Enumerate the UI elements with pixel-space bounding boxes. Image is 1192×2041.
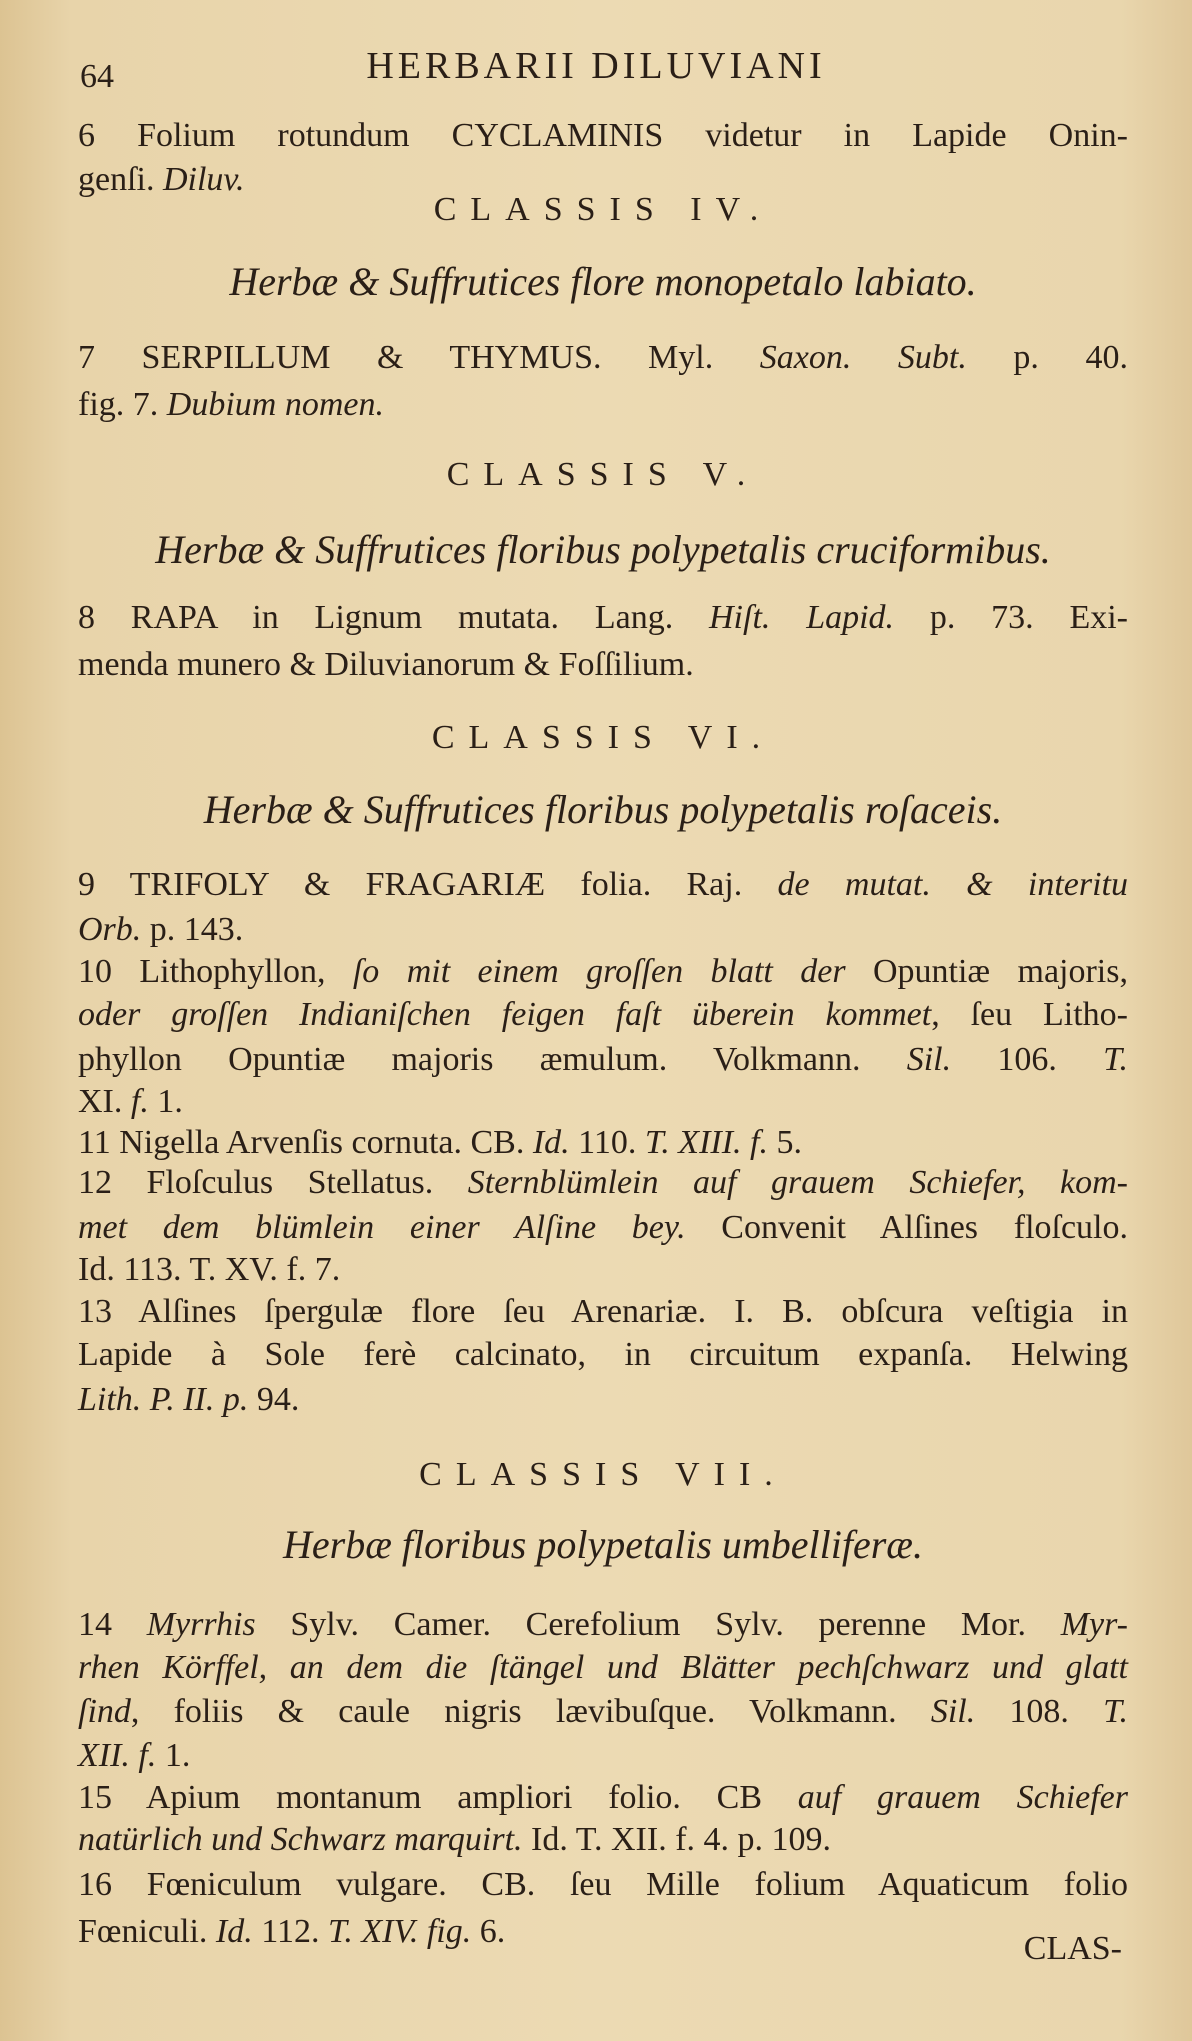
classis-heading: CLASSIS IV. [433, 191, 773, 228]
text-segment: Sil. [906, 1041, 952, 1078]
text-segment: 12 Floſculus Stellatus. [78, 1164, 468, 1201]
text-segment: Myr- [1060, 1606, 1128, 1643]
text-segment: rhen Körffel, an dem die ſtängel und Blätter pechſchwarz und glatt [78, 1649, 1128, 1686]
text-segment: Opuntiæ majoris, [845, 953, 1128, 990]
text-line [78, 1648, 1128, 1688]
text-line [78, 116, 1128, 156]
text-segment: Dubium nomen. [166, 386, 384, 423]
text-segment: 15 Apium montanum ampliori folio. CB [78, 1779, 798, 1816]
text-line [78, 1912, 1128, 1952]
text-line [78, 1380, 1128, 1420]
text-segment: 110. [569, 1124, 645, 1161]
text-segment: menda munero & Diluvianorum & Foſſilium. [78, 646, 694, 683]
text-segment: f. [130, 1083, 149, 1120]
text-segment: oder groſſen Indianiſchen feigen faſt überein kommet [78, 996, 932, 1033]
classis-heading: CLASSIS V. [446, 456, 760, 493]
text-line [78, 995, 1128, 1035]
text-segment: 1. [156, 1737, 191, 1774]
text-segment: T. XIV. fig. [327, 1913, 472, 1950]
text-line [78, 1208, 1128, 1248]
text-segment: 14 [78, 1606, 147, 1643]
classis-rubric: Herbæ floribus polypetalis umbelliferæ. [283, 1522, 923, 1567]
text-line [78, 385, 1128, 425]
text-segment: ſind [78, 1693, 131, 1730]
text-segment: 9 TRIFOLY & FRAGARIÆ folia. Raj. [78, 866, 778, 903]
text-segment: p. 143. [141, 911, 244, 948]
text-segment: 5. [768, 1124, 802, 1161]
text-segment: 112. [252, 1913, 328, 1950]
text-segment: 10 Lithophyllon, [78, 953, 353, 990]
text-segment: 11 Nigella Arvenſis cornuta. CB. [78, 1124, 533, 1161]
text-segment: 106. [951, 1041, 1104, 1078]
text-segment: de mutat. & interitu [777, 866, 1128, 903]
text-line [78, 1736, 1128, 1776]
text-segment: genſi. [78, 161, 163, 198]
text-line [78, 910, 1128, 950]
text-line [78, 1250, 1128, 1290]
text-segment: Id. 113. T. XV. f. 7. [78, 1251, 341, 1288]
text-segment: Id. [532, 1124, 570, 1161]
text-segment: 16 Fœniculum vulgare. CB. ſeu Mille folium Aquaticum folio [78, 1866, 1128, 1903]
text-segment: Id. [215, 1913, 253, 1950]
text-segment: XI. [78, 1083, 131, 1120]
text-segment: Id. T. XII. f. 4. p. 109. [522, 1821, 832, 1858]
text-line [78, 865, 1128, 905]
text-segment: fig. 7. [78, 386, 167, 423]
text-segment: 94. [248, 1381, 300, 1418]
text-line [78, 1820, 1128, 1860]
text-line [78, 645, 1128, 685]
text-line [78, 1123, 1128, 1163]
text-segment: ſo mit einem groſſen blatt der [352, 953, 846, 990]
catchword: CLAS- [1023, 1930, 1122, 1967]
text-segment: T. [1103, 1041, 1128, 1078]
text-line [78, 1292, 1128, 1332]
text-line [78, 952, 1128, 992]
text-segment: T. [1103, 1693, 1129, 1730]
text-segment: phyllon Opuntiæ majoris æmulum. Volkmann. [78, 1041, 907, 1078]
text-segment: 7 SERPILLUM & THYMUS. Myl. [78, 339, 760, 376]
text-line [78, 1692, 1128, 1732]
text-segment: Sil. [930, 1693, 976, 1730]
text-segment: Orb. [78, 911, 142, 948]
text-segment: Fœniculi. [78, 1913, 216, 1950]
text-line [78, 1865, 1128, 1905]
text-segment: Sternblümlein auf grauem Schiefer, kom- [467, 1164, 1128, 1201]
text-line [78, 598, 1128, 638]
text-line [78, 338, 1128, 378]
classis-rubric: Herbæ & Suffrutices floribus polypetalis cruciformibus. [155, 527, 1051, 572]
text-line [78, 1040, 1128, 1080]
classis-heading: CLASSIS VII. [419, 1456, 787, 1493]
text-segment: Myrrhis [146, 1606, 256, 1643]
text-segment: 13 Alſines ſpergulæ flore ſeu Arenariæ. I. B. obſcura veſtigia in [78, 1293, 1128, 1330]
text-segment: 8 RAPA in Lignum mutata. Lang. [78, 599, 709, 636]
classis-rubric: Herbæ & Suffrutices flore monopetalo labiato. [229, 259, 977, 304]
text-segment: met dem blümlein einer Alſine bey. [78, 1209, 686, 1246]
text-segment: 108. [975, 1693, 1104, 1730]
text-segment: p. 73. Exi- [894, 599, 1129, 636]
text-segment: Convenit Alſines floſculo. [685, 1209, 1128, 1246]
text-line [78, 1778, 1128, 1818]
text-segment: , foliis & caule nigris lævibuſque. Volkmann. [130, 1693, 931, 1730]
text-line [78, 1335, 1128, 1375]
text-segment: Sylv. Camer. Cerefolium Sylv. perenne Mor. [255, 1606, 1061, 1643]
text-line [78, 1082, 1128, 1122]
text-segment: 6 Folium rotundum CYCLAMINIS videtur in Lapide Onin- [78, 117, 1128, 154]
text-segment: , ſeu Litho- [931, 996, 1128, 1033]
text-segment: Lith. P. II. p. [78, 1381, 249, 1418]
page-number: 64 [80, 58, 114, 95]
text-segment: XII. f. [78, 1737, 157, 1774]
text-line [78, 1605, 1128, 1645]
text-segment: auf grauem Schiefer [797, 1779, 1128, 1816]
text-segment: natürlich und Schwarz marquirt. [78, 1821, 523, 1858]
text-segment: 1. [148, 1083, 183, 1120]
text-segment: Hiſt. Lapid. [709, 599, 895, 636]
text-segment: 6. [471, 1913, 506, 1950]
text-line [78, 1163, 1128, 1203]
text-segment: T. XIII. f. [644, 1124, 768, 1161]
running-title: HERBARII DILUVIANI [366, 45, 826, 87]
text-segment: Lapide à Sole ferè calcinato, in circuitum expanſa. Helwing [78, 1336, 1128, 1373]
text-segment: p. 40. [966, 339, 1128, 376]
text-segment: Saxon. Subt. [759, 339, 967, 376]
classis-rubric: Herbæ & Suffrutices floribus polypetalis roſaceis. [203, 787, 1003, 832]
classis-heading: CLASSIS VI. [431, 719, 775, 756]
text-segment: Diluv. [162, 161, 245, 198]
